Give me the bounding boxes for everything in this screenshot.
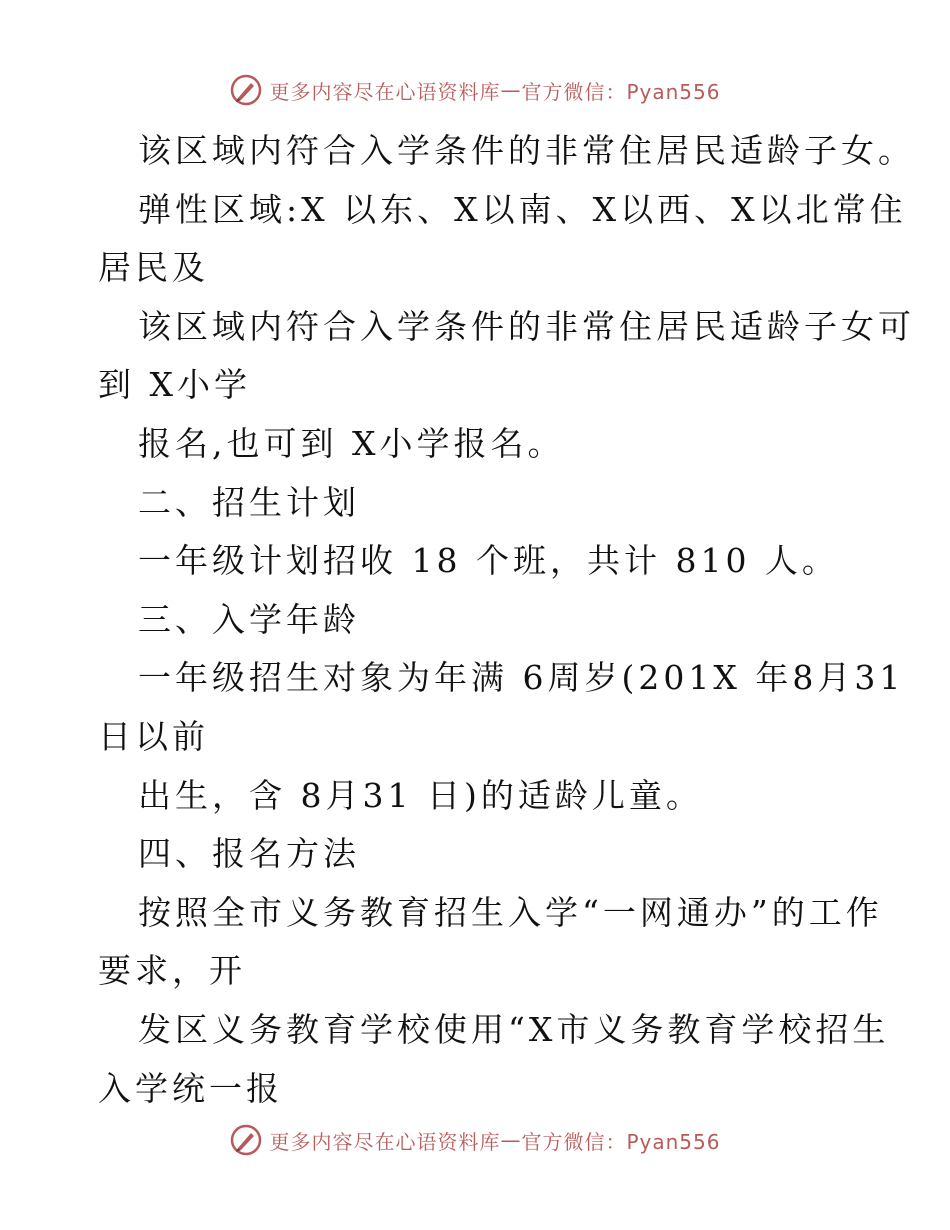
banner-wechat: 官方微信：Pyan556 [521,1129,721,1154]
banner-text: 更多内容尽在心语资料库 [269,79,501,104]
text-line: 一年级计划招收 18 个班，共计 810 人。 [138,541,839,581]
text-line: 报名,也可到 X小学报名。 [138,423,565,463]
text-line: 日以前 [98,716,209,756]
section-heading: 四、报名方法 [138,834,360,874]
banner-text: 更多内容尽在心语资料库 [269,1129,501,1154]
document-body [98,122,915,1118]
text-line: 该区域内符合入学条件的非常住居民适龄子女可 [138,306,915,346]
text-line: 出生，含 8月31 日)的适龄儿童。 [138,775,703,815]
section-heading: 三、入学年龄 [138,599,360,639]
footer-banner [0,1120,950,1160]
banner-separator: — [500,78,522,102]
text-line: 要求，开 [98,951,246,991]
text-line: 到 X小学 [98,365,251,405]
text-line: 一年级招生对象为年满 6周岁(201X 年8月31 [138,658,905,698]
pen-logo-icon [229,73,263,107]
text-line: 该区域内符合入学条件的非常住居民适龄子女。 [138,131,915,170]
text-line: 居民及 [98,248,209,288]
text-line: 入学统一报 [98,1068,283,1108]
text-line: 发区义务教育学校使用“X市义务教育学校招生 [138,1009,890,1049]
banner-wechat: 官方微信：Pyan556 [521,79,721,104]
text-line: 按照全市义务教育招生入学“一网通办”的工作 [138,892,883,932]
header-banner [0,70,950,110]
pen-logo-icon [229,1123,263,1157]
banner-separator: — [500,1128,522,1152]
text-line: 弹性区域:X 以东、X以南、X以西、X以北常住 [138,189,907,229]
section-heading: 二、招生计划 [138,482,360,522]
